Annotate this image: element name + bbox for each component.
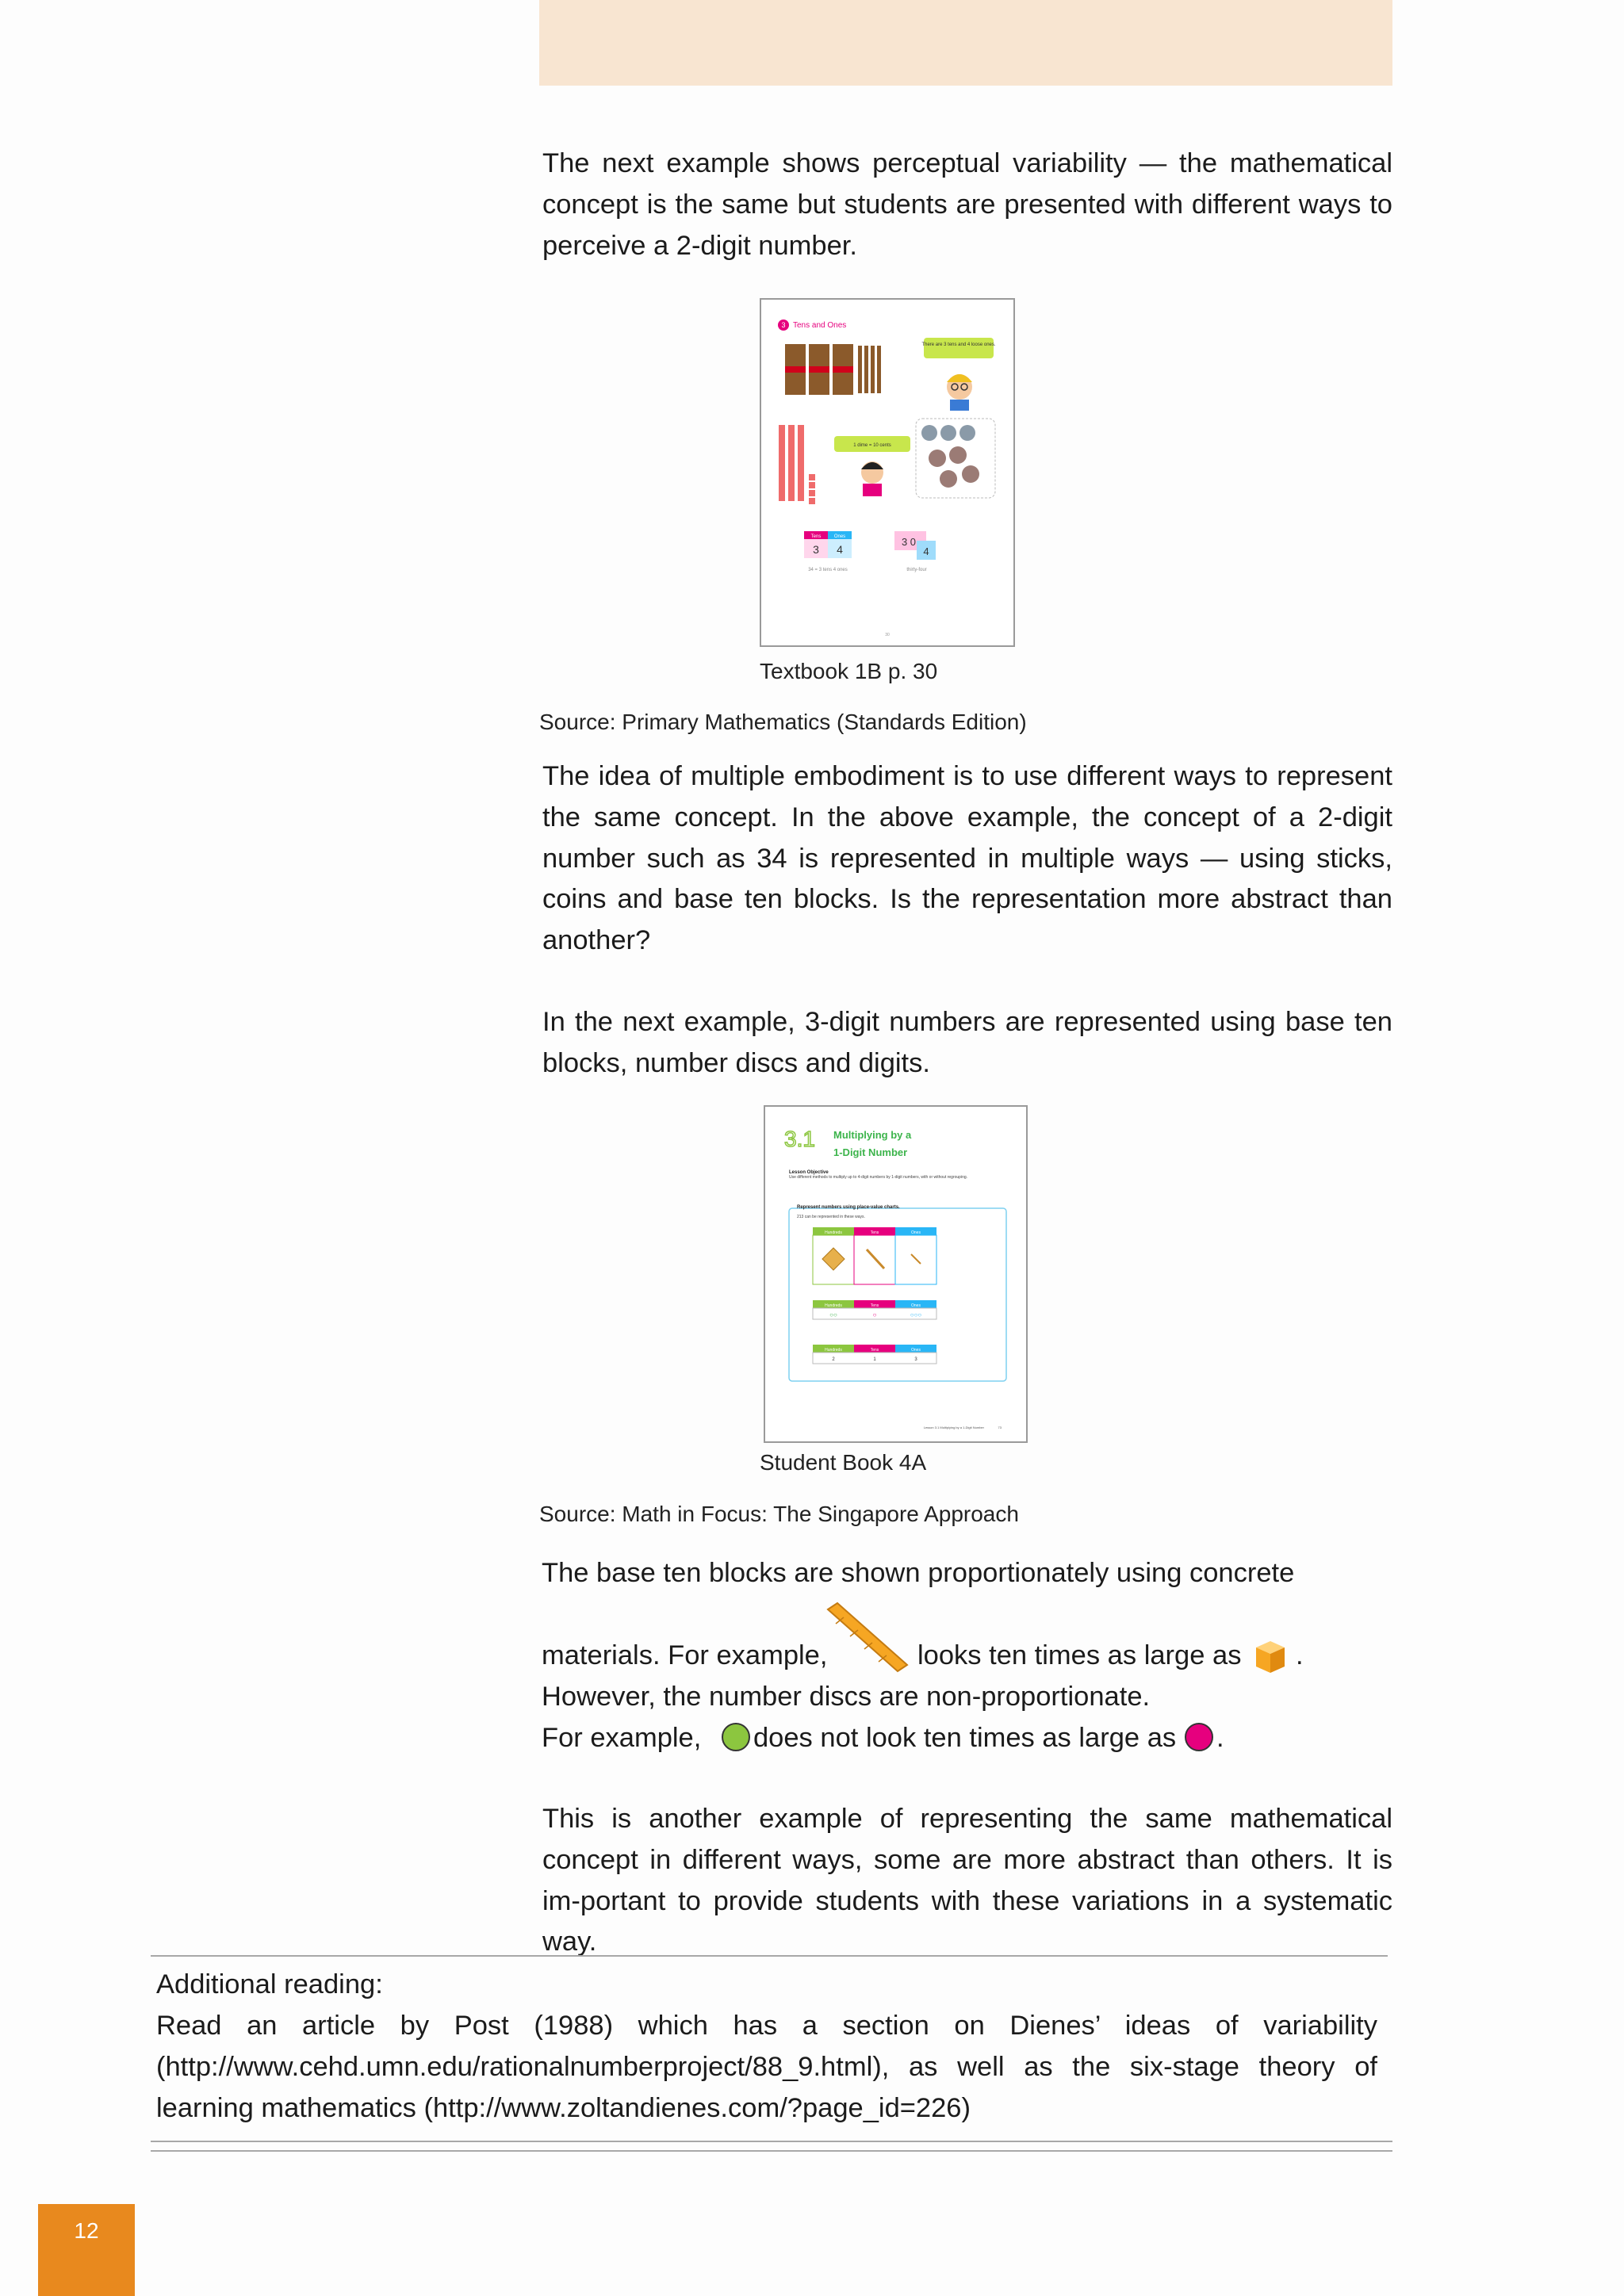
proportion-line-2a: materials. For example, — [542, 1640, 828, 1670]
fig1-card-note: thirty-four — [906, 568, 927, 572]
fig2-t3-h: Hundreds — [825, 1348, 842, 1353]
student-book-page-image — [765, 1107, 1026, 1441]
stick-bundles-icon — [785, 344, 881, 395]
textbook-caption: Textbook 1B p. 30 — [760, 659, 938, 683]
paragraph-multiple-embodiment: The idea of multiple embodiment is to use different ways to represent the same concept. In the above example, the concept of a 2-digit number such as 34 is represented in multiple ways — using sticks, coins and base ten blocks. Is the representation more abstract than another? — [542, 761, 1392, 956]
fig2-digit-o: 3 — [914, 1357, 917, 1362]
proportion-line-1: The base ten blocks are shown proportionately using concrete — [542, 1558, 1295, 1588]
fig2-digit-t: 1 — [873, 1357, 876, 1362]
boy-character-icon — [947, 374, 972, 411]
fig2-discs-t: ○ — [872, 1311, 877, 1318]
proportion-line-2c: . — [1296, 1640, 1304, 1670]
divider-bottom-2 — [151, 2150, 1392, 2152]
girl-character-icon — [861, 461, 883, 496]
paragraph-conclusion: This is another example of representing the same mathematical concept in different ways, some are more abstract than others. It is im-portant to provide students with these variations in a systematic way. — [542, 1804, 1392, 1957]
fig1-heading: Tens and Ones — [793, 321, 847, 330]
fig2-t2-h: Hundreds — [825, 1303, 842, 1308]
paragraph-three-digit: In the next example, 3-digit numbers are represented using base ten blocks, number discs and digits. — [542, 1007, 1392, 1078]
pink-disc-icon — [1183, 1721, 1215, 1753]
proportion-line-3: However, the number discs are non-proportionate. — [542, 1682, 1151, 1712]
fig2-t1-h: Hundreds — [825, 1230, 842, 1235]
fig1-heading-num: 3 — [781, 321, 786, 329]
fig2-title-1: Multiplying by a — [833, 1129, 912, 1141]
tens-rod-icon — [867, 1249, 884, 1269]
student-book-caption: Student Book 4A — [760, 1450, 927, 1475]
student-book-source: Source: Math in Focus: The Singapore Approach — [539, 1502, 1019, 1526]
fig1-card-ones: 4 — [923, 545, 929, 557]
fig2-objective-head: Lesson Objective — [789, 1170, 829, 1175]
paragraph-perceptual-variability: The next example shows perceptual variability — the mathematical concept is the same but students are presented with different ways to perceive a 2-digit number. — [542, 148, 1392, 261]
fig1-tens-label: Tens — [810, 534, 822, 539]
fig2-title-2: 1-Digit Number — [833, 1146, 908, 1158]
divider-top — [151, 1955, 1388, 1957]
ten-rod-icon — [822, 1601, 914, 1678]
proportion-line-2b: looks ten times as large as — [917, 1640, 1242, 1670]
base-ten-rods-icon — [779, 425, 815, 504]
fig2-t3-o: Ones — [911, 1348, 921, 1353]
fig2-discs-o: ○○○ — [910, 1311, 922, 1318]
coins-icon — [916, 419, 995, 498]
fig1-bubble1: There are 3 tens and 4 loose ones. — [921, 342, 996, 347]
fig2-footer: Lesson 3.1 Multiplying by a 1-Digit Number — [923, 1425, 984, 1429]
hundreds-flat-icon — [822, 1248, 845, 1270]
student-book-figure — [764, 1105, 1028, 1443]
fig1-card-tens: 3 0 — [901, 536, 917, 548]
fig2-t1-o: Ones — [911, 1230, 921, 1235]
additional-reading-heading: Additional reading: — [156, 1969, 383, 1999]
page-number: 12 — [74, 2218, 99, 2243]
textbook-page-image — [761, 300, 1013, 645]
fig1-tens-digit: 3 — [813, 543, 819, 556]
fig1-bubble2: 1 dime = 10 cents — [853, 443, 891, 448]
fig1-page-no: 30 — [885, 633, 890, 637]
proportion-line-4c: . — [1216, 1723, 1224, 1753]
fig2-t1-t: Tens — [870, 1230, 879, 1235]
textbook-source: Source: Primary Mathematics (Standards Edition) — [539, 710, 1027, 734]
fig1-chart-note: 34 = 3 tens 4 ones — [808, 568, 848, 572]
ones-cubes-icon — [911, 1254, 921, 1264]
fig2-objective-text: Use different methods to multiply up to 4-digit numbers by 1-digit numbers, with or without regrouping. — [789, 1175, 968, 1180]
green-disc-icon — [720, 1721, 752, 1753]
fig2-t3-t: Tens — [870, 1348, 879, 1353]
fig2-footer-page: 73 — [998, 1425, 1002, 1429]
header-band — [539, 0, 1392, 86]
unit-cube-icon — [1250, 1636, 1291, 1678]
fig2-task: Represent numbers using place-value charts. — [797, 1205, 900, 1210]
textbook-figure — [760, 298, 1015, 647]
fig2-t2-o: Ones — [911, 1303, 921, 1308]
additional-reading-text: Read an article by Post (1988) which has a section on Dienes’ ideas of variability (http://www.cehd.umn.edu/rationalnumberproject/88_9.html), as well as the six-stage theory of learning mathematics (http://www.zoltandienes.com/?page_id=226) — [156, 2011, 1377, 2123]
fig2-digit-h: 2 — [832, 1357, 835, 1362]
fig2-t2-t: Tens — [870, 1303, 879, 1308]
divider-bottom-1 — [151, 2141, 1392, 2142]
proportion-line-4b: does not look ten times as large as — [753, 1723, 1177, 1753]
page-number-tab — [38, 2204, 135, 2296]
fig1-ones-digit: 4 — [837, 543, 843, 556]
fig2-task-sub: 213 can be represented in these ways. — [797, 1215, 865, 1219]
fig2-discs-h: ○○ — [829, 1311, 837, 1318]
proportion-line-4a: For example, — [542, 1723, 702, 1753]
fig2-lesson-num: 3.1 — [784, 1127, 815, 1151]
fig1-ones-label: Ones — [833, 534, 846, 539]
